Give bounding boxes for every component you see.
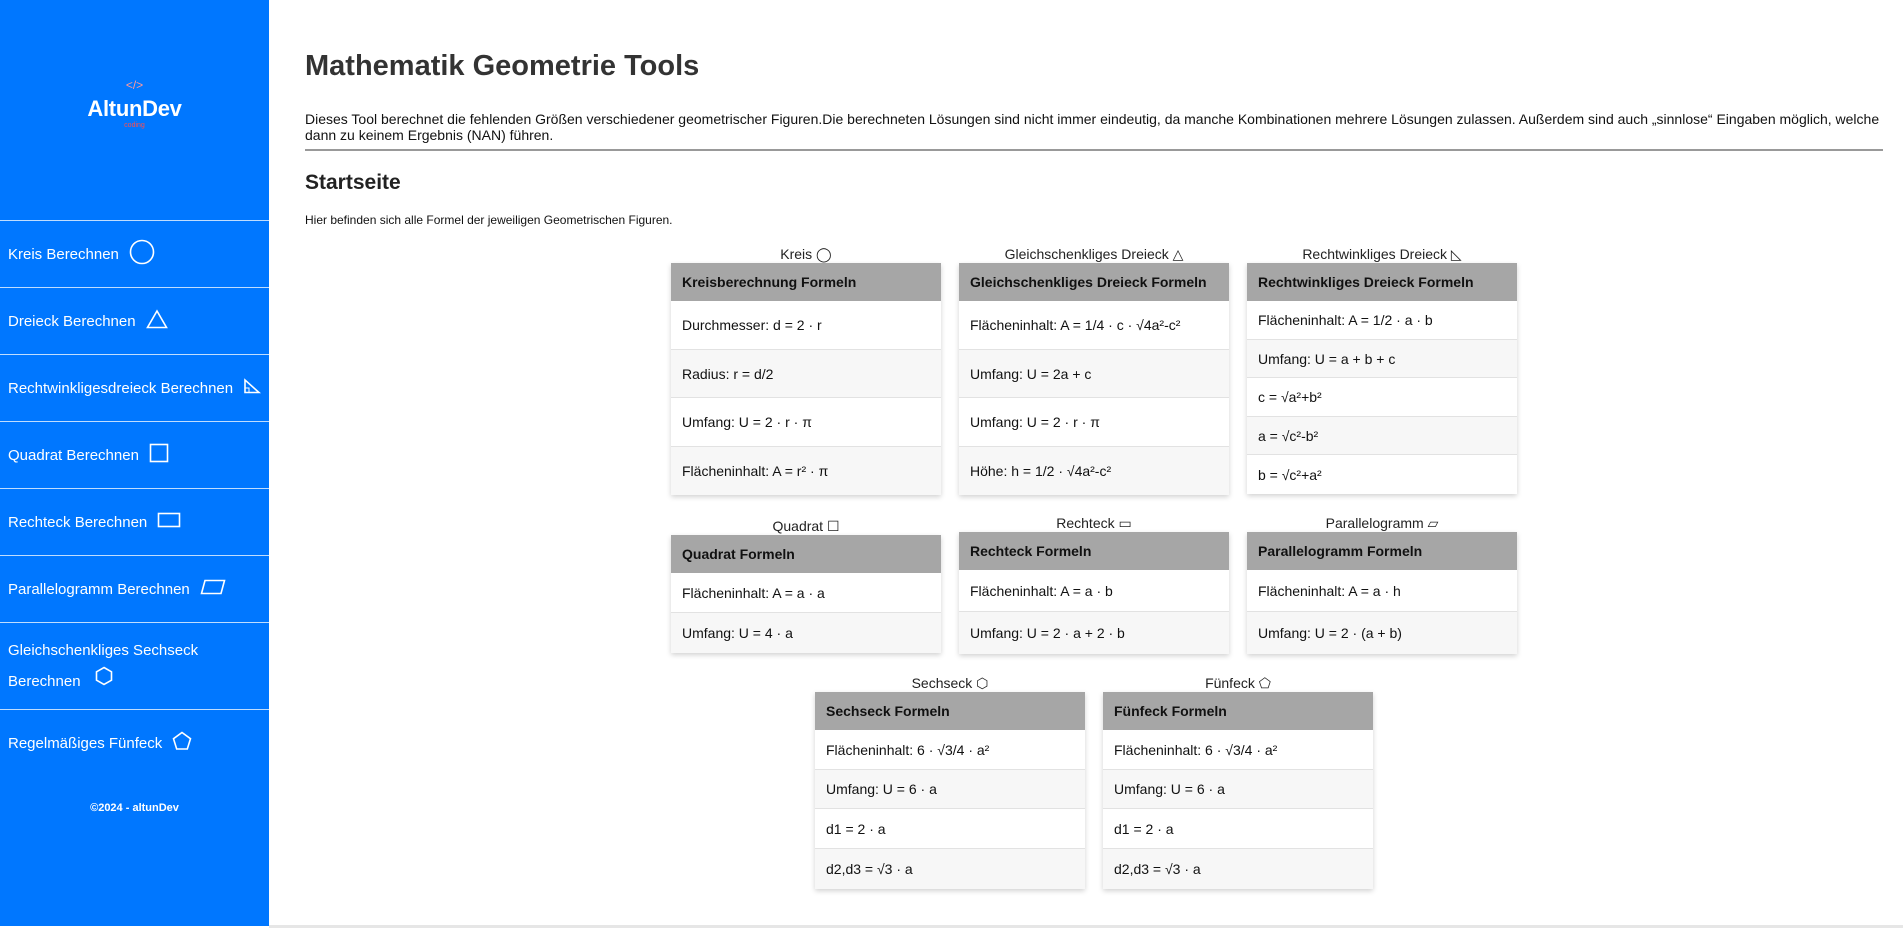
table-row: Flächeninhalt: A = r² · π xyxy=(671,447,941,495)
right-triangle-icon xyxy=(243,378,261,398)
logo-subtitle: coding xyxy=(124,122,145,129)
sidebar-item-label: Rechtwinkligesdreieck Berechnen xyxy=(8,379,234,397)
rectangle-icon xyxy=(157,512,181,532)
card-caption: Quadrat ☐ xyxy=(772,518,840,534)
pentagon-icon xyxy=(172,731,192,755)
table-row: Durchmesser: d = 2 · r xyxy=(671,301,941,350)
intro-text: Dieses Tool berechnet die fehlenden Größen verschiedener geometrischer Figuren.Die berechneten Lösungen sind nicht immer eindeutig, da manche Kombinationen mehrere Lösungen zulassen. Außerdem sind auch „sinnlose“ Eingaben möglich, welche dann zu keinem Ergebnis (NAN) führen. xyxy=(305,111,1880,143)
table-row: Umfang: U = a + b + c xyxy=(1247,340,1517,378)
card-caption: Sechseck ⬡ xyxy=(911,675,989,691)
sidebar-item-label: Parallelogramm Berechnen xyxy=(8,580,190,598)
card-header: Sechseck Formeln xyxy=(815,692,1085,730)
card-gleichschenkliges-dreieck xyxy=(959,245,1229,495)
sidebar-item-kreis[interactable] xyxy=(0,220,269,287)
table-row: Flächeninhalt: 6 · √3/4 · a² xyxy=(815,730,1085,770)
table-row: Höhe: h = 1/2 · √4a²-c² xyxy=(959,447,1229,495)
formula-table xyxy=(959,263,1229,495)
section-title: Startseite xyxy=(305,171,401,194)
formula-table xyxy=(1247,263,1517,494)
formula-table xyxy=(1247,532,1517,654)
card-kreis xyxy=(671,245,941,495)
card-caption: Gleichschenkliges Dreieck △ xyxy=(1004,246,1184,262)
logo-brand: AltunDev xyxy=(87,96,182,121)
sidebar-item-sechseck[interactable] xyxy=(0,622,269,709)
sidebar-item-label: Kreis Berechnen xyxy=(8,245,119,263)
sidebar-item-label: Dreieck Berechnen xyxy=(8,312,136,330)
triangle-icon xyxy=(146,309,168,333)
formula-table xyxy=(815,692,1085,889)
code-icon: </> xyxy=(125,78,144,92)
card-caption: Parallelogramm ▱ xyxy=(1325,515,1439,531)
table-row: Umfang: U = 2 · r · π xyxy=(959,398,1229,447)
table-row: Umfang: U = 6 · a xyxy=(1103,770,1373,809)
hexagon-icon xyxy=(95,666,113,697)
card-header: Quadrat Formeln xyxy=(671,535,941,573)
divider xyxy=(305,149,1883,151)
table-row: Umfang: U = 2 · r · π xyxy=(671,398,941,447)
card-header: Parallelogramm Formeln xyxy=(1247,532,1517,570)
table-row: Flächeninhalt: A = a · b xyxy=(959,570,1229,612)
table-row: Umfang: U = 2 · a + 2 · b xyxy=(959,612,1229,654)
card-rechteck xyxy=(959,514,1229,654)
table-row: d1 = 2 · a xyxy=(815,809,1085,849)
sidebar-item-fuenfeck[interactable] xyxy=(0,709,269,776)
square-icon xyxy=(149,443,169,467)
card-sechseck xyxy=(815,674,1085,889)
table-row: Flächeninhalt: A = 1/2 · a · b xyxy=(1247,301,1517,340)
section-description: Hier befinden sich alle Formel der jeweiligen Geometrischen Figuren. xyxy=(305,213,673,227)
table-row: Flächeninhalt: A = 1/4 · c · √4a²-c² xyxy=(959,301,1229,350)
table-row: Umfang: U = 4 · a xyxy=(671,613,941,653)
sidebar-item-parallelogramm[interactable] xyxy=(0,555,269,622)
formula-table xyxy=(671,263,941,495)
table-row: Umfang: U = 2 · (a + b) xyxy=(1247,612,1517,654)
table-row: Flächeninhalt: A = a · a xyxy=(671,573,941,613)
table-row: Flächeninhalt: A = a · h xyxy=(1247,570,1517,612)
formula-table xyxy=(671,535,941,653)
sidebar-nav xyxy=(0,220,269,776)
card-rechtwinkliges-dreieck xyxy=(1247,245,1517,494)
circle-icon xyxy=(129,239,155,269)
card-quadrat xyxy=(671,517,941,653)
table-row: d2,d3 = √3 · a xyxy=(815,849,1085,889)
sidebar-item-label: Quadrat Berechnen xyxy=(8,446,139,464)
sidebar-item-label: Rechteck Berechnen xyxy=(8,513,148,531)
card-header: Fünfeck Formeln xyxy=(1103,692,1373,730)
sidebar-item-label: Gleichschenkliges Sechseck Berechnen xyxy=(8,641,199,690)
parallelogram-icon xyxy=(200,579,226,599)
table-row: c = √a²+b² xyxy=(1247,378,1517,417)
card-header: Rechtwinkliges Dreieck Formeln xyxy=(1247,263,1517,301)
card-header: Kreisberechnung Formeln xyxy=(671,263,941,301)
table-row: Umfang: U = 2a + c xyxy=(959,350,1229,398)
table-row: Flächeninhalt: 6 · √3/4 · a² xyxy=(1103,730,1373,770)
table-row: a = √c²-b² xyxy=(1247,417,1517,455)
copyright: ©2024 - altunDev xyxy=(90,802,179,814)
sidebar-item-dreieck[interactable] xyxy=(0,287,269,354)
card-caption: Rechtwinkliges Dreieck ◺ xyxy=(1302,246,1462,262)
table-row: Radius: r = d/2 xyxy=(671,350,941,398)
card-header: Rechteck Formeln xyxy=(959,532,1229,570)
formula-table xyxy=(1103,692,1373,889)
table-row: d1 = 2 · a xyxy=(1103,809,1373,849)
sidebar-item-rechteck[interactable] xyxy=(0,488,269,555)
sidebar-item-quadrat[interactable] xyxy=(0,421,269,488)
footer-divider xyxy=(269,925,1903,928)
card-caption: Fünfeck ⬠ xyxy=(1205,675,1271,691)
card-header: Gleichschenkliges Dreieck Formeln xyxy=(959,263,1229,301)
sidebar xyxy=(0,0,269,926)
logo[interactable] xyxy=(0,78,269,129)
page-title: Mathematik Geometrie Tools xyxy=(305,50,700,82)
card-fuenfeck xyxy=(1103,674,1373,889)
card-caption: Kreis ◯ xyxy=(780,246,832,262)
sidebar-item-rechtwinklig[interactable] xyxy=(0,354,269,421)
card-caption: Rechteck ▭ xyxy=(1056,515,1132,531)
sidebar-item-label: Regelmäßiges Fünfeck xyxy=(8,734,163,752)
card-parallelogramm xyxy=(1247,514,1517,654)
table-row: b = √c²+a² xyxy=(1258,466,1322,483)
table-row: Umfang: U = 6 · a xyxy=(815,770,1085,809)
formula-table xyxy=(959,532,1229,654)
table-row: d2,d3 = √3 · a xyxy=(1103,849,1373,889)
